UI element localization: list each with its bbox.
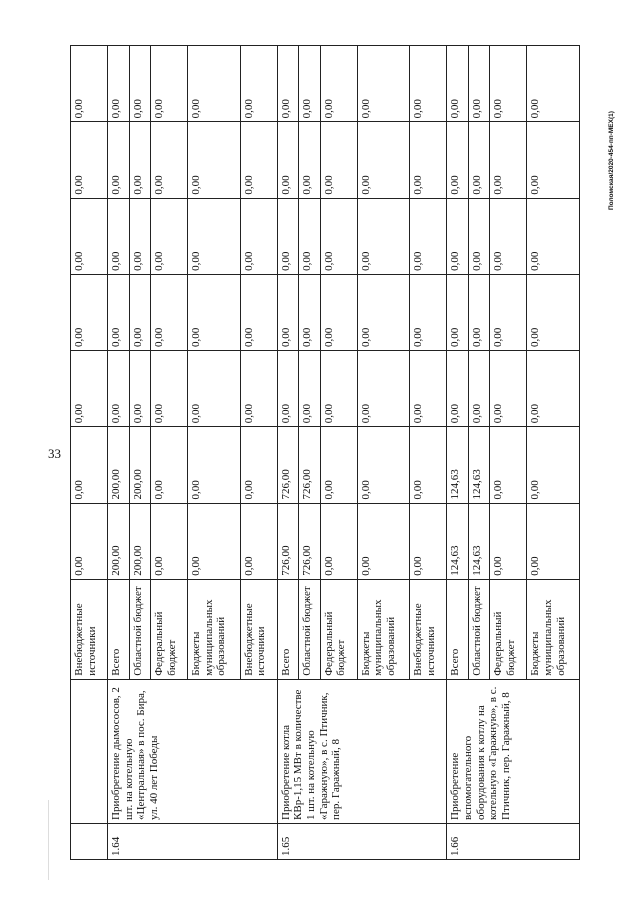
row-number-cell: 1.66 [447,823,580,859]
value-cell: 0,00 [490,427,527,503]
value-cell: 0,00 [468,198,490,274]
value-cell: 0,00 [108,198,130,274]
value-cell: 0,00 [468,46,490,122]
value-cell: 0,00 [410,198,447,274]
source-cell: Внебюджетные источники [410,579,447,679]
table-row [277,46,299,860]
value-cell: 0,00 [527,122,580,198]
value-cell: 0,00 [447,46,469,122]
value-cell: 200,00 [129,427,151,503]
value-cell: 0,00 [240,351,277,427]
value-cell: 726,00 [299,503,321,579]
budget-table [70,45,580,860]
value-cell: 0,00 [447,122,469,198]
value-cell: 200,00 [108,503,130,579]
event-name-cell [71,679,108,823]
value-cell: 0,00 [71,198,108,274]
value-cell: 0,00 [410,351,447,427]
value-cell: 0,00 [299,46,321,122]
value-cell: 0,00 [188,351,240,427]
value-cell: 0,00 [108,274,130,350]
value-cell: 0,00 [320,503,357,579]
value-cell: 0,00 [71,122,108,198]
value-cell: 0,00 [129,122,151,198]
value-cell: 0,00 [320,351,357,427]
value-cell: 0,00 [320,46,357,122]
value-cell: 0,00 [299,198,321,274]
table-row [447,46,469,860]
value-cell: 0,00 [357,122,409,198]
value-cell: 0,00 [410,274,447,350]
value-cell: 124,63 [468,427,490,503]
source-cell: Федеральный бюджет [490,579,527,679]
rotated-table-container [70,45,580,860]
value-cell: 0,00 [447,351,469,427]
value-cell: 0,00 [447,274,469,350]
source-cell: Федеральный бюджет [320,579,357,679]
value-cell: 0,00 [151,274,188,350]
value-cell: 0,00 [527,274,580,350]
value-cell: 0,00 [151,427,188,503]
value-cell: 0,00 [188,503,240,579]
value-cell: 0,00 [71,351,108,427]
value-cell: 0,00 [320,122,357,198]
value-cell: 0,00 [320,274,357,350]
value-cell: 0,00 [357,503,409,579]
row-number-cell [71,823,108,859]
event-name-cell: Приобретение дымососов, 2 шт. на котельную «Центральная» в пос. Бира, ул. 40 лет Победы [108,679,278,823]
value-cell: 0,00 [527,198,580,274]
value-cell: 0,00 [151,46,188,122]
value-cell: 0,00 [151,198,188,274]
source-cell: Федеральный бюджет [151,579,188,679]
value-cell: 0,00 [240,198,277,274]
footer-code: Поломская/2020-454-пп-МЕХ(1) [608,111,615,210]
value-cell: 0,00 [410,503,447,579]
event-name-cell: Приобретение вспомогательного оборудования к котлу на котельную «Гаражную», в с. Птичник, пер. Гаражный, 8 [447,679,580,823]
value-cell: 0,00 [320,427,357,503]
source-cell: Внебюджетные источники [240,579,277,679]
value-cell: 0,00 [320,198,357,274]
value-cell: 0,00 [240,46,277,122]
value-cell: 0,00 [277,351,299,427]
value-cell: 0,00 [410,122,447,198]
value-cell: 200,00 [108,427,130,503]
value-cell: 0,00 [188,427,240,503]
value-cell: 0,00 [490,351,527,427]
value-cell: 0,00 [357,46,409,122]
source-cell: Областной бюджет [129,579,151,679]
value-cell: 0,00 [277,46,299,122]
value-cell: 0,00 [188,274,240,350]
value-cell: 0,00 [240,274,277,350]
value-cell: 124,63 [447,427,469,503]
source-cell: Всего [277,579,299,679]
source-cell: Всего [447,579,469,679]
value-cell: 726,00 [299,427,321,503]
value-cell: 0,00 [410,427,447,503]
table-row [71,46,108,860]
value-cell: 124,63 [447,503,469,579]
value-cell: 0,00 [468,274,490,350]
value-cell: 0,00 [71,274,108,350]
value-cell: 0,00 [108,351,130,427]
value-cell: 0,00 [129,46,151,122]
scan-artifact [48,800,49,880]
value-cell: 0,00 [490,274,527,350]
event-name-cell: Приобретение котла КВр-1,15 МВт в количестве 1 шт. на котельную «Гаражную», в с. Птичник, пер. Гаражный, 8 [277,679,447,823]
value-cell: 0,00 [299,274,321,350]
value-cell: 0,00 [240,503,277,579]
value-cell: 200,00 [129,503,151,579]
value-cell: 0,00 [527,503,580,579]
value-cell: 124,63 [468,503,490,579]
row-number-cell: 1.64 [108,823,278,859]
value-cell: 0,00 [527,351,580,427]
value-cell: 0,00 [490,198,527,274]
value-cell: 0,00 [277,198,299,274]
value-cell: 0,00 [71,427,108,503]
value-cell: 0,00 [468,351,490,427]
value-cell: 0,00 [240,427,277,503]
value-cell: 0,00 [277,122,299,198]
value-cell: 726,00 [277,427,299,503]
value-cell: 0,00 [151,351,188,427]
source-cell: Областной бюджет [468,579,490,679]
value-cell: 0,00 [468,122,490,198]
page-number: 33 [48,446,61,461]
value-cell: 0,00 [277,274,299,350]
value-cell: 0,00 [299,351,321,427]
table-body [71,46,580,860]
value-cell: 0,00 [188,122,240,198]
row-number-cell: 1.65 [277,823,447,859]
value-cell: 0,00 [447,198,469,274]
value-cell: 0,00 [299,122,321,198]
value-cell: 0,00 [151,122,188,198]
source-cell: Всего [108,579,130,679]
value-cell: 0,00 [527,427,580,503]
value-cell: 0,00 [108,122,130,198]
value-cell: 0,00 [357,274,409,350]
value-cell: 0,00 [357,198,409,274]
value-cell: 0,00 [129,274,151,350]
value-cell: 0,00 [108,46,130,122]
table-row [108,46,130,860]
value-cell: 0,00 [357,351,409,427]
value-cell: 0,00 [357,427,409,503]
value-cell: 0,00 [410,46,447,122]
source-cell: Областной бюджет [299,579,321,679]
source-cell: Бюджеты муниципальных образований [527,579,580,679]
value-cell: 0,00 [71,503,108,579]
value-cell: 0,00 [240,122,277,198]
value-cell: 0,00 [527,46,580,122]
value-cell: 0,00 [490,46,527,122]
value-cell: 0,00 [129,351,151,427]
source-cell: Бюджеты муниципальных образований [188,579,240,679]
value-cell: 726,00 [277,503,299,579]
value-cell: 0,00 [151,503,188,579]
value-cell: 0,00 [129,198,151,274]
source-cell: Внебюджетные источники [71,579,108,679]
value-cell: 0,00 [71,46,108,122]
value-cell: 0,00 [188,46,240,122]
value-cell: 0,00 [188,198,240,274]
value-cell: 0,00 [490,122,527,198]
source-cell: Бюджеты муниципальных образований [357,579,409,679]
value-cell: 0,00 [490,503,527,579]
